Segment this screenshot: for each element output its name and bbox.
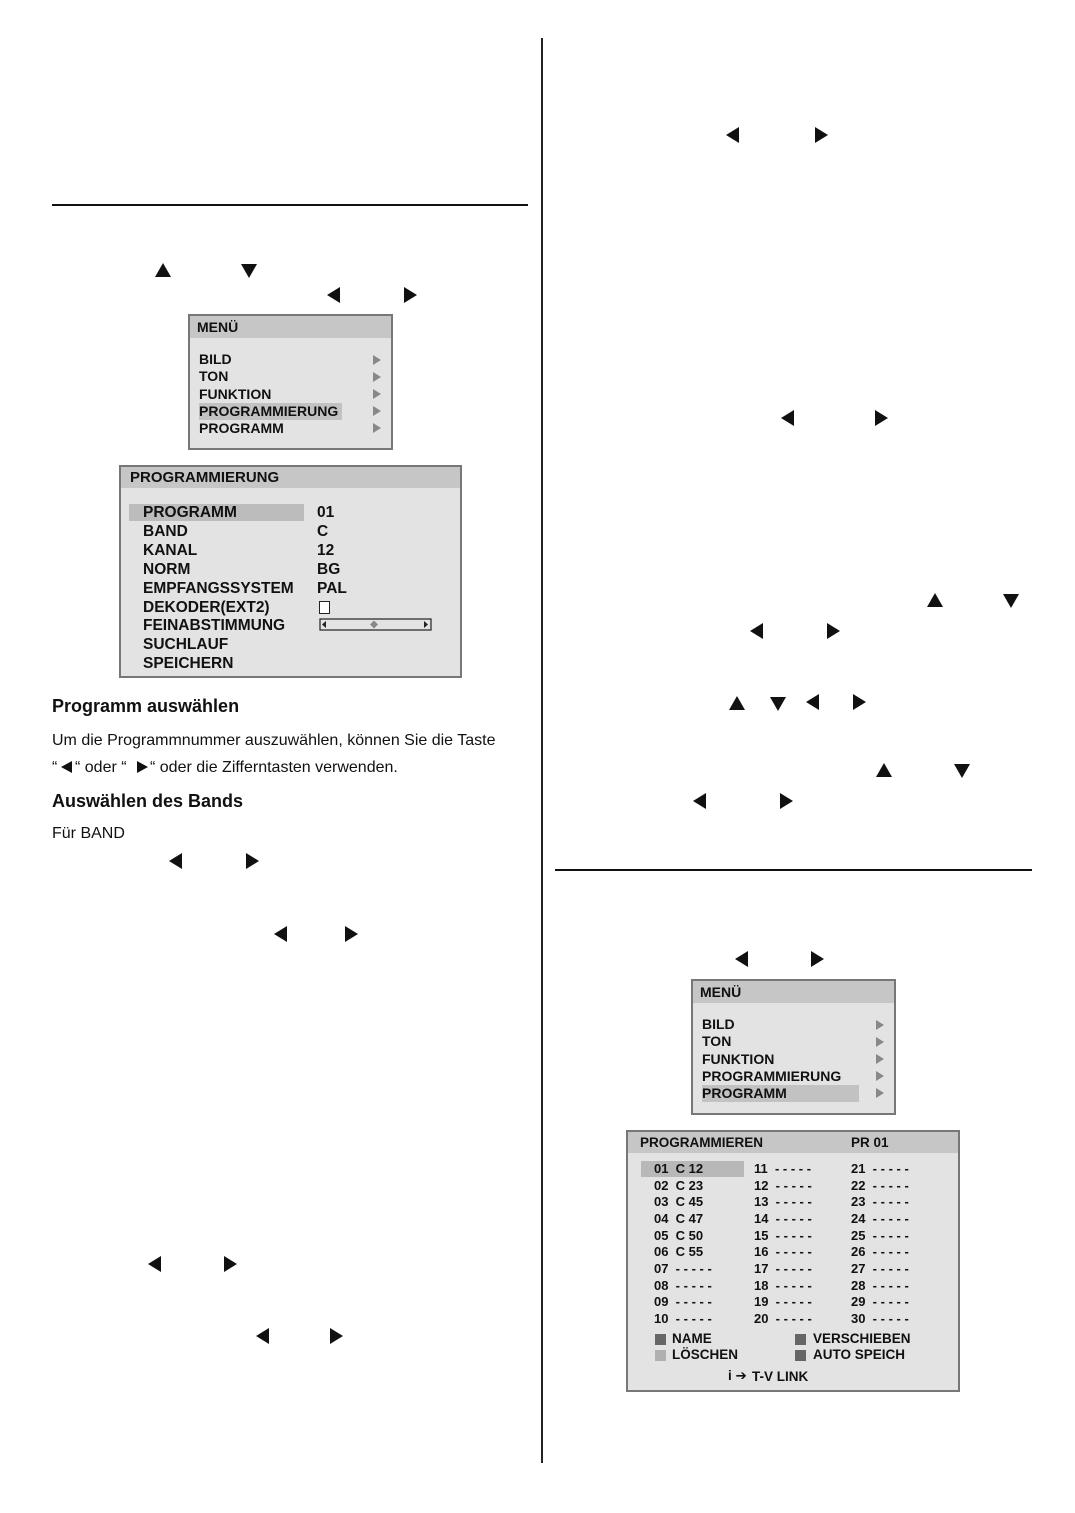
list-item[interactable]: 27 - - - - - (851, 1261, 909, 1276)
list-item[interactable]: 12 - - - - - (754, 1178, 812, 1193)
arrow-left-icon (726, 127, 739, 143)
info-icon: i ➔ (728, 1368, 747, 1383)
legend-square-name (655, 1334, 666, 1345)
label-norm[interactable]: NORM (143, 561, 191, 578)
list-item[interactable]: 22 - - - - - (851, 1178, 909, 1193)
arrow-right-icon (876, 1037, 884, 1047)
fine-tune-slider[interactable] (319, 618, 433, 632)
list-item[interactable]: 19 - - - - - (754, 1294, 812, 1309)
arrow-left-icon (781, 410, 794, 426)
arrow-right-icon (404, 287, 417, 303)
list-item[interactable]: 09 - - - - - (654, 1294, 712, 1309)
label-dekoder[interactable]: DEKODER(EXT2) (143, 599, 270, 616)
list-item[interactable]: 13 - - - - - (754, 1194, 812, 1209)
menu-item-programmierung[interactable]: PROGRAMMIERUNG (702, 1068, 842, 1084)
arrow-right-icon (827, 623, 840, 639)
arrow-right-icon (373, 406, 381, 416)
arrow-right-icon (137, 761, 148, 773)
arrow-right-icon (373, 389, 381, 399)
list-item[interactable]: 30 - - - - - (851, 1311, 909, 1326)
arrow-up-icon (155, 263, 171, 277)
menu-item-programmierung[interactable]: PROGRAMMIERUNG (199, 403, 342, 420)
arrow-down-icon (1003, 594, 1019, 608)
arrow-up-icon (927, 593, 943, 607)
heading-programm-auswaehlen: Programm auswählen (52, 696, 240, 716)
arrow-left-icon (274, 926, 287, 942)
menu-item-programm[interactable]: PROGRAMM (702, 1085, 859, 1102)
arrow-down-icon (770, 697, 786, 711)
legend-auto-speich[interactable]: AUTO SPEICH (813, 1347, 906, 1362)
list-item[interactable]: 18 - - - - - (754, 1278, 812, 1293)
list-item[interactable]: 10 - - - - - (654, 1311, 712, 1326)
list-item[interactable]: 14 - - - - - (754, 1211, 812, 1226)
label-programm[interactable]: PROGRAMM (143, 504, 237, 521)
list-item[interactable]: 25 - - - - - (851, 1228, 909, 1243)
list-item[interactable]: 29 - - - - - (851, 1294, 909, 1309)
menu-item-ton[interactable]: TON (702, 1033, 732, 1049)
label-empfangssystem[interactable]: EMPFANGSSYSTEM (143, 580, 294, 597)
menu-item-programm[interactable]: PROGRAMM (199, 420, 284, 436)
arrow-right-icon (780, 793, 793, 809)
label-feinabstimmung[interactable]: FEINABSTIMMUNG (143, 617, 286, 634)
arrow-right-icon (224, 1256, 237, 1272)
legend-square-auto (795, 1350, 806, 1361)
list-title: PROGRAMMIEREN (640, 1135, 764, 1150)
legend-loeschen[interactable]: LÖSCHEN (672, 1347, 739, 1362)
arrow-right-icon (330, 1328, 343, 1344)
arrow-right-icon (246, 853, 259, 869)
legend-verschieben[interactable]: VERSCHIEBEN (813, 1331, 911, 1346)
arrow-right-icon (876, 1088, 884, 1098)
arrow-left-icon (169, 853, 182, 869)
menu-item-ton[interactable]: TON (199, 368, 229, 384)
menu-item-bild[interactable]: BILD (199, 351, 232, 367)
paragraph-oder: “ oder “ (75, 759, 127, 776)
list-item[interactable]: 23 - - - - - (851, 1194, 909, 1209)
menu-title: MENÜ (693, 981, 894, 1003)
paragraph-programmnummer: Um die Programmnummer auszuwählen, können Sie die Taste (52, 732, 496, 749)
menu-item-bild[interactable]: BILD (702, 1016, 735, 1032)
arrow-right-icon (811, 951, 824, 967)
list-item[interactable]: 03 C 45 (654, 1194, 704, 1209)
main-menu-left (188, 314, 393, 450)
value-empfangssystem: PAL (317, 580, 347, 597)
arrow-down-icon (241, 264, 257, 278)
paragraph-quote-start: “ (52, 759, 58, 776)
legend-square-loeschen (655, 1350, 666, 1361)
paragraph-zifferntasten: “ oder die Zifferntasten verwenden. (150, 759, 398, 776)
arrow-left-icon (61, 761, 72, 773)
arrow-right-icon (373, 423, 381, 433)
list-item[interactable]: 20 - - - - - (754, 1311, 812, 1326)
heading-auswaehlen-band: Auswählen des Bands (52, 791, 244, 811)
arrow-right-icon (876, 1020, 884, 1030)
dekoder-checkbox[interactable] (319, 601, 330, 614)
list-item[interactable]: 26 - - - - - (851, 1244, 909, 1259)
menu-item-funktion[interactable]: FUNKTION (199, 386, 272, 402)
label-kanal[interactable]: KANAL (143, 542, 198, 559)
arrow-right-icon (876, 1054, 884, 1064)
list-item[interactable]: 17 - - - - - (754, 1261, 812, 1276)
value-programm: 01 (317, 504, 335, 521)
menu-item-funktion[interactable]: FUNKTION (702, 1051, 775, 1067)
programmierung-title: PROGRAMMIERUNG (121, 467, 460, 488)
arrow-up-icon (729, 696, 745, 710)
list-item[interactable]: 28 - - - - - (851, 1278, 909, 1293)
arrow-right-icon (853, 694, 866, 710)
arrow-left-icon (735, 951, 748, 967)
list-item[interactable]: 05 C 50 (654, 1228, 704, 1243)
list-item[interactable]: 06 C 55 (654, 1244, 704, 1259)
list-item[interactable]: 16 - - - - - (754, 1244, 812, 1259)
value-band: C (317, 523, 329, 540)
column-divider (541, 38, 543, 1463)
arrow-left-icon (750, 623, 763, 639)
arrow-up-icon (876, 763, 892, 777)
arrow-left-icon (327, 287, 340, 303)
arrow-left-icon (148, 1256, 161, 1272)
list-item[interactable]: 21 - - - - - (851, 1161, 909, 1176)
legend-square-verschieben (795, 1334, 806, 1345)
arrow-right-icon (345, 926, 358, 942)
label-speichern[interactable]: SPEICHERN (143, 655, 234, 672)
label-band[interactable]: BAND (143, 523, 188, 540)
tv-link-label[interactable]: T-V LINK (752, 1369, 809, 1384)
legend-name[interactable]: NAME (672, 1331, 712, 1346)
list-item[interactable]: 04 C 47 (654, 1211, 704, 1226)
arrow-left-icon (256, 1328, 269, 1344)
program-number: PR 01 (851, 1135, 889, 1150)
list-item[interactable]: 02 C 23 (654, 1178, 704, 1193)
arrow-right-icon (876, 1071, 884, 1081)
list-item[interactable]: 08 - - - - - (654, 1278, 712, 1293)
arrow-right-icon (373, 372, 381, 382)
value-norm: BG (317, 561, 341, 578)
arrow-left-icon (693, 793, 706, 809)
value-kanal: 12 (317, 542, 335, 559)
list-item[interactable]: 01 C 12 (654, 1161, 704, 1176)
list-item[interactable]: 07 - - - - - (654, 1261, 712, 1276)
main-menu-right (691, 979, 896, 1115)
paragraph-fuer-band: Für BAND (52, 825, 125, 842)
section-rule-right (555, 869, 1032, 871)
arrow-right-icon (815, 127, 828, 143)
list-item[interactable]: 15 - - - - - (754, 1228, 812, 1243)
label-suchlauf[interactable]: SUCHLAUF (143, 636, 229, 653)
arrow-down-icon (954, 764, 970, 778)
menu-title: MENÜ (190, 316, 391, 338)
programmieren-list (626, 1130, 960, 1392)
list-item[interactable]: 24 - - - - - (851, 1211, 909, 1226)
arrow-right-icon (875, 410, 888, 426)
arrow-left-icon (806, 694, 819, 710)
list-item[interactable]: 11 - - - - - (754, 1161, 812, 1176)
section-rule-left (52, 204, 528, 206)
programmierung-menu (119, 465, 462, 678)
arrow-right-icon (373, 355, 381, 365)
